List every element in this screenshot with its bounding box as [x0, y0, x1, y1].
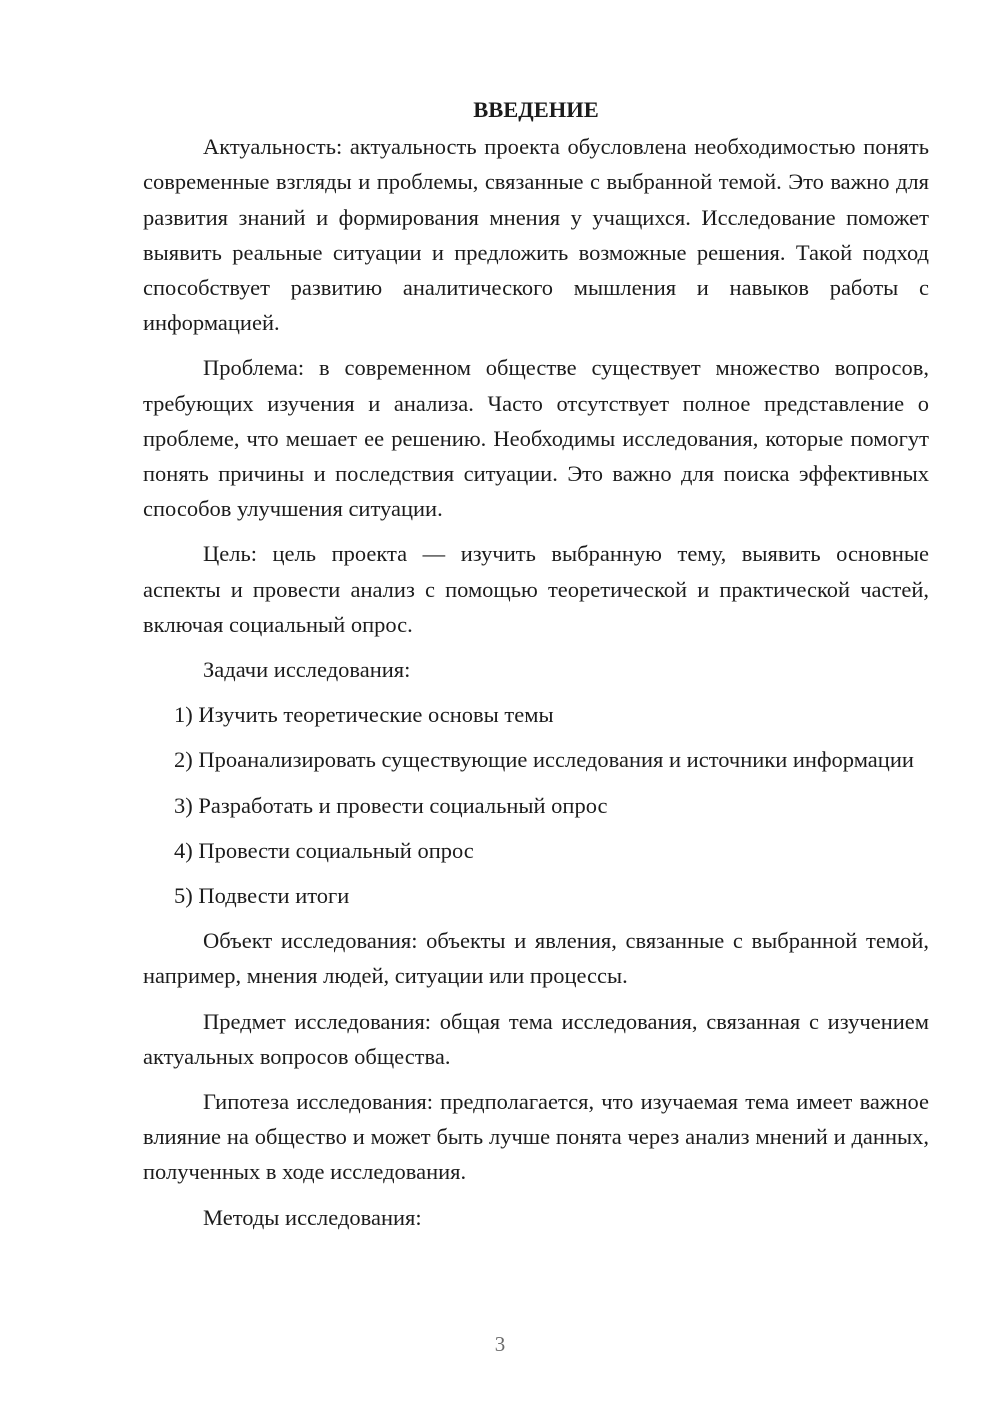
task-item-3: 3) Разработать и провести социальный опрос [174, 792, 608, 818]
paragraph-subject: Предмет исследования: общая тема исследования, связанная с изучением актуальных вопросов общества. [143, 1008, 929, 1069]
paragraph-object: Объект исследования: объекты и явления, связанные с выбранной темой, например, мнения людей, ситуации или процессы. [143, 928, 929, 989]
document-page [143, 92, 929, 1245]
paragraph-problem: Проблема: в современном обществе существует множество вопросов, требующих изучения и анализа. Часто отсутствует полное представление о проблеме, что мешает ее решению. Необходимы исследования, которые помогут понять причины и последствия ситуации. Это важно для поиска эффективных способов улучшения ситуации. [143, 355, 929, 522]
methods-heading: Методы исследования: [203, 1204, 422, 1230]
page-number: 3 [494, 1332, 506, 1356]
paragraph-relevance: Актуальность: актуальность проекта обусловлена необходимостью понять современные взгляды и проблемы, связанные с выбранной темой. Это важно для развития знаний и формирования мнения у учащихся. Исследование поможет выявить реальные ситуации и предложить возможные решения. Такой подход способствует развитию аналитического мышления и навыков работы с информацией. [143, 134, 929, 336]
page-title: ВВЕДЕНИЕ [473, 97, 599, 122]
tasks-heading: Задачи исследования: [203, 657, 411, 683]
paragraph-hypothesis: Гипотеза исследования: предполагается, что изучаемая тема имеет важное влияние на общество и может быть лучше понята через анализ мнений и данных, полученных в ходе исследования. [143, 1089, 929, 1185]
task-item-1: 1) Изучить теоретические основы темы [174, 702, 554, 728]
task-item-4: 4) Провести социальный опрос [174, 837, 474, 863]
task-item-2: 2) Проанализировать существующие исследования и источники информации [174, 747, 914, 773]
task-item-5: 5) Подвести итоги [174, 883, 350, 909]
paragraph-goal: Цель: цель проекта — изучить выбранную тему, выявить основные аспекты и провести анализ с помощью теоретической и практической частей, включая социальный опрос. [143, 541, 929, 637]
